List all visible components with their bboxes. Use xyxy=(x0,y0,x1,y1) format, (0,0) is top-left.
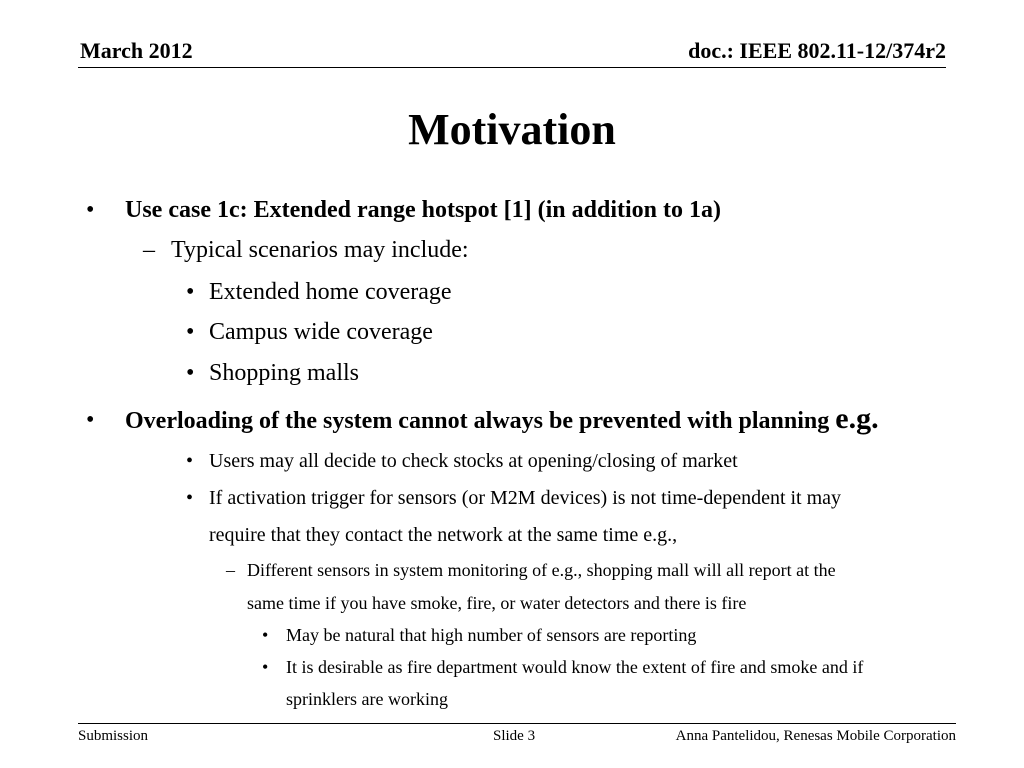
dash-item-sensors-cont: same time if you have smoke, fire, or water detectors and there is fire xyxy=(247,593,747,613)
bullet-icon: • xyxy=(262,657,269,677)
list-item-natural: May be natural that high number of sensors are reporting xyxy=(286,625,697,645)
dash-icon: – xyxy=(143,237,155,263)
list-item-fire-dept: It is desirable as fire department would know the extent of fire and smoke and if xyxy=(286,657,864,677)
list-item: Campus wide coverage xyxy=(209,319,433,345)
bullet-icon: • xyxy=(186,487,194,509)
list-item: Extended home coverage xyxy=(209,279,452,305)
footer-divider xyxy=(78,723,956,724)
footer-slide-number: Slide 3 xyxy=(493,728,536,744)
list-item-activation-cont: require that they contact the network at the same time e.g., xyxy=(209,524,678,546)
bullet-icon: • xyxy=(186,279,195,305)
bullet-use-case: Use case 1c: Extended range hotspot [1] (in addition to 1a) xyxy=(125,197,721,223)
bullet-icon: • xyxy=(186,319,195,345)
bullet-overloading xyxy=(125,402,879,436)
header-divider xyxy=(78,67,946,68)
bullet-icon: • xyxy=(186,360,195,386)
list-item-activation: If activation trigger for sensors (or M2M devices) is not time-dependent it may xyxy=(209,487,842,509)
list-item: Shopping malls xyxy=(209,360,360,386)
list-item-stocks: Users may all decide to check stocks at opening/closing of market xyxy=(209,450,738,472)
footer-submission: Submission xyxy=(78,728,149,744)
slide-title: Motivation xyxy=(408,105,616,154)
header-doc-id: doc.: IEEE 802.11-12/374r2 xyxy=(688,38,946,63)
bullet-icon: • xyxy=(86,197,95,223)
header-date: March 2012 xyxy=(80,38,193,63)
bullet-icon: • xyxy=(86,407,95,433)
bullet-icon: • xyxy=(262,625,269,645)
dash-icon: – xyxy=(226,560,235,580)
footer-author: Anna Pantelidou, Renesas Mobile Corporation xyxy=(675,728,956,744)
sub-bullet-scenarios: Typical scenarios may include: xyxy=(171,237,469,263)
bullet-icon: • xyxy=(186,450,194,472)
dash-item-sensors: Different sensors in system monitoring of e.g., shopping mall will all report at the xyxy=(247,560,836,580)
bullet-overloading-text: Overloading of the system cannot always be prevented with planning xyxy=(125,408,830,434)
list-item-fire-dept-cont: sprinklers are working xyxy=(286,689,448,709)
bullet-overloading-eg: e.g. xyxy=(835,402,879,435)
